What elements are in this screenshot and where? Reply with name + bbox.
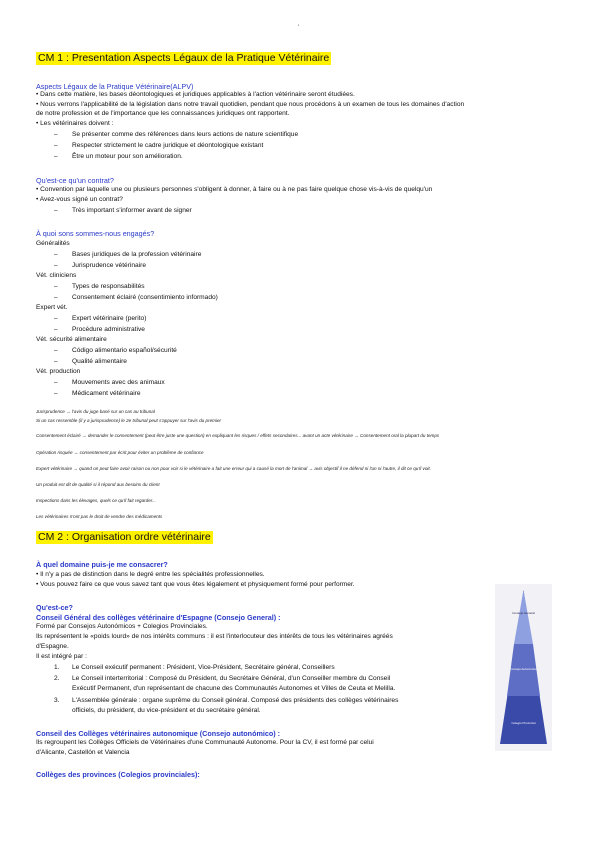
dash-icon: – [54,326,58,333]
group-item: Procédure administrative [72,326,145,333]
contrat-bullet-2: • Avez-vous signé un contrat? [36,196,123,203]
alpv-sub-3: Être un moteur pour son amélioration. [72,153,183,160]
alpv-bullet-3: • Les vétérinaires doivent : [36,120,114,127]
autonomique-p1: Ils regroupent les Collèges Officiels de Vétérinaires d'une Communauté Autonome. Pour la CV, il est formé par celui [36,739,374,746]
dash-icon: – [54,131,58,138]
group-label: Généralités [36,240,70,247]
dash-icon: – [54,262,58,269]
autonomique-heading: Conseil des Collèges vétérinaires autonomique (Consejo autonómico) : [36,729,281,738]
group-item: Qualité alimentaire [72,358,127,365]
alpv-sub-2: Respecter strictement le cadre juridique et déontologique existant [72,142,264,149]
dash-icon: – [54,358,58,365]
note: Un produit est dit de qualité si il répond aux besoins du client [36,482,160,487]
domaine-bullet-1: • Il n'y a pas de distinction dans le degré entre les spécialités professionnelles. [36,571,265,578]
note: Expert vétérinaire → quand on peut faire avoir raison ou non pour voir si le vétérinaire a fait une erreur qui a causé la mort de l'animal → avis objectif il ne défend ni l'un ni l'autre, il dit ce qu'il voit. [36,466,431,471]
note: Les vétérinaires n'ont pas le droit de vendre des médicaments [36,514,163,519]
group-item: Mouvements avec des animaux [72,379,165,386]
group-label: Vét. production [36,368,81,375]
dash-icon: – [54,153,58,160]
dash-icon: – [54,390,58,397]
autonomique-p2: d'Alicante, Castellón et Valencia [36,749,130,756]
dash-icon: – [54,379,58,386]
group-item: Consentement éclairé (consentimiento informado) [72,294,218,301]
conseil-general-heading: Conseil Général des collèges vétérinaire d'Espagne (Consejo General) : [36,613,281,622]
list-number: 3. [54,697,60,704]
group-label: Expert vét. [36,304,68,311]
domaine-bullet-2: • Vous pouvez faire ce que vous savez tant que vous êtes légalement et physiquement formé pour performer. [36,581,355,588]
conseil-p3: Il est intégré par : [36,653,87,660]
conseil-p1: Formé par Consejos Autonómicos + Colegios Provinciales. [36,623,208,630]
note: Consentement éclairé → demander le consentement (peut être juste une question) en expliquant les risques / effets secondaires... avant un acte vétérinaire → Consentement oral la plupart du temps [36,433,440,438]
group-label: Vét. sécurité alimentaire [36,336,107,343]
engages-heading: À quoi sons sommes-nous engagés? [36,229,155,238]
contrat-bullet-1: • Convention par laquelle une ou plusieurs personnes s'obligent à donner, à faire ou à ne pas faire quelque chose vis-à-vis de quelqu'un [36,186,433,193]
cm1-title: CM 1 : Presentation Aspects Légaux de la Pratique Vétérinaire [38,52,330,64]
pyramid-label-mid: Consejo Autonómico [509,667,538,671]
group-item: Código alimentario español/sécurité [72,347,177,354]
group-label: Vét. cliniciens [36,272,77,279]
note: Jurisprudence → l'avis du juge basé sur un cas au tribunal [36,409,155,414]
conseil-p2a: Ils représentent le «poids lourd» de nos intérêts communs : il est l'interlocuteur des intérêts de tous les vétérinaires agréés [36,633,393,640]
dash-icon: – [54,207,58,214]
conseil-p2b: d'Espagne. [36,643,69,650]
group-item: Bases juridiques de la profession vétérinaire [72,251,202,258]
contrat-sub-1: Très important s'informer avant de signer [72,207,192,214]
group-item: Jurisprudence vétérinaire [72,262,147,269]
pyramid-label-top: Consejo General [512,611,535,615]
cm2-title: CM 2 : Organisation ordre vétérinaire [38,531,211,543]
dash-icon: – [54,142,58,149]
dash-icon: – [54,283,58,290]
alpv-sub-1: Se présenter comme des références dans leurs actions de nature scientifique [72,131,299,138]
conseil-item-2: Le Conseil interterritorial : Composé du Président, du Secrétaire Général, d'un Conseiller membre du Conseil [72,675,391,682]
alpv-heading: Aspects Légaux de la Pratique Vétérinaire(ALPV) [36,82,194,91]
dash-icon: – [54,315,58,322]
group-item: Types de responsabilités [72,283,145,290]
note: Inspections dans les élevages, quels ce qu'il fait regarder... [36,498,156,503]
quest-heading: Qu'est-ce? [36,603,73,612]
dash-icon: – [54,347,58,354]
alpv-bullet-2b: de notre profession et de l'importance que les connaissances juridiques ont rapportent. [36,110,290,117]
conseil-item-3-cont: officiels, du président, du vice-président et du secrétaire général. [72,707,261,714]
alpv-bullet-1: • Dans cette matière, les bases déontologiques et juridiques applicables à l'action vétérinaire seront étudiées. [36,91,355,98]
list-number: 2. [54,675,60,682]
group-item: Expert vétérinaire (perito) [72,315,147,322]
dash-icon: – [54,251,58,258]
note: Si un cas ressemble (il y a jurisprudence) le 2e tribunal peut s'appuyer sur l'avis du premier [36,418,222,423]
conseil-item-3: L'Assemblée générale : organe suprême du Conseil général. Composé des présidents des collèges vétérinaires [72,697,399,704]
conseil-item-1: Le Conseil exécutif permanent : Président, Vice-Président, Secrétaire général, Conseillers [72,664,335,671]
list-number: 1. [54,664,60,671]
pyramid-diagram [495,584,552,751]
domaine-heading: À quel domaine puis-je me consacrer? [36,560,168,569]
conseil-item-2-cont: Exécutif Permanent, d'un représentant de chacune des Communautés Autonomes et Villes de Ceuta et Melilla. [72,685,396,692]
pyramid-label-bottom: Colegio Provincial [511,721,536,725]
group-item: Médicament vétérinaire [72,390,141,397]
contrat-heading: Qu'est-ce qu'un contrat? [36,176,114,185]
note: Opération risquée → consentement par écrit pour éviter un problème de confiance [36,450,204,455]
provinces-heading: Collèges des provinces (Colegios provinciales): [36,770,200,779]
page-mark: ' [298,25,300,31]
dash-icon: – [54,294,58,301]
alpv-bullet-2a: • Nous verrons l'applicabilité de la législation dans notre travail quotidien, pendant que nous procédons à un examen de tous les domaines d'action [36,101,465,108]
